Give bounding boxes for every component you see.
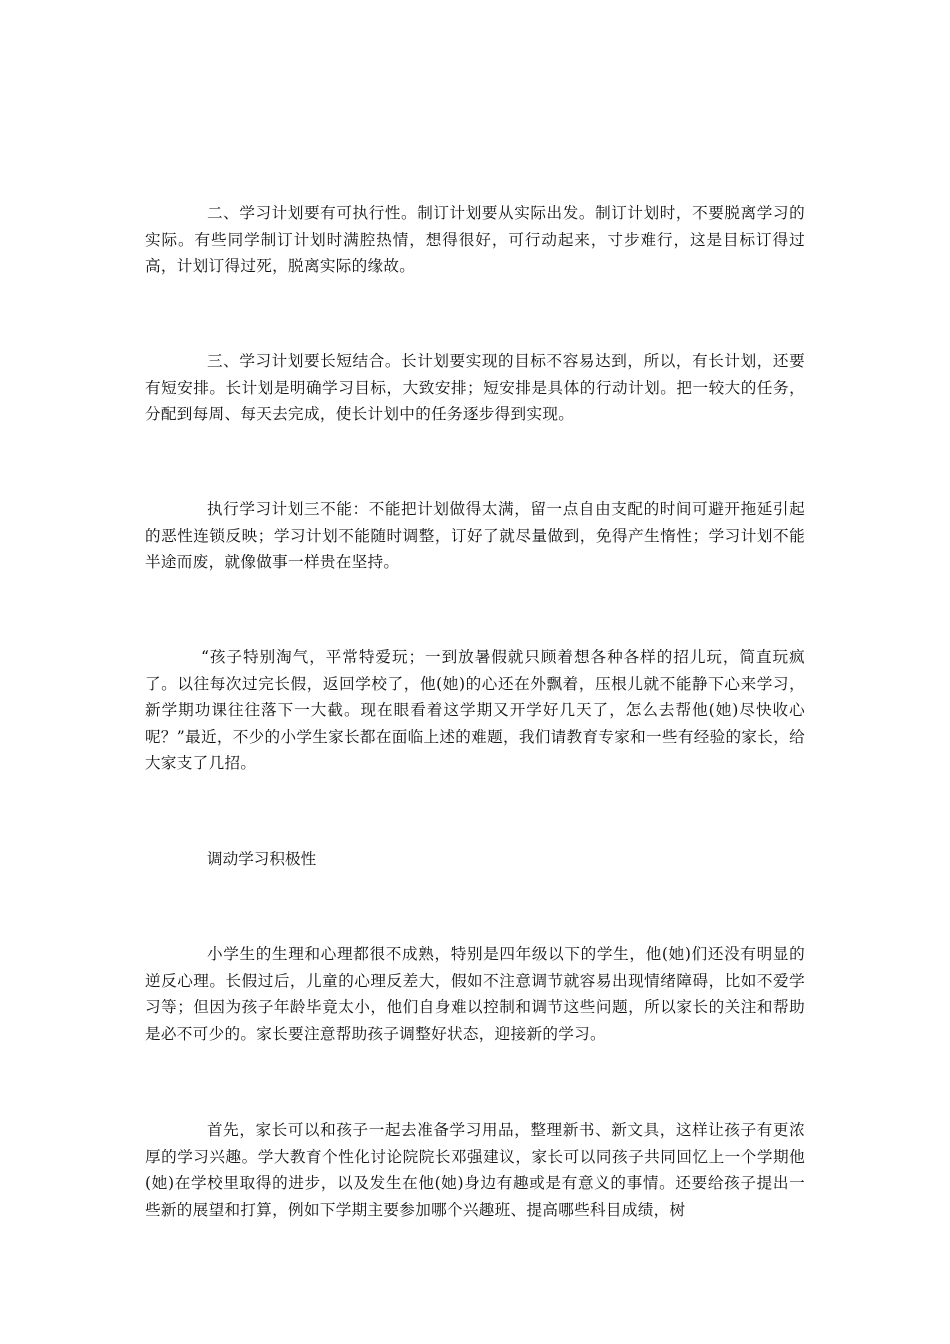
- paragraph-parent-quote: “孩子特别淘气，平常特爱玩；一到放暑假就只顾着想各种各样的招儿玩，简直玩疯了。以往每次过完长假，返回学校了，他(她)的心还在外飘着，压根儿就不能静下心来学习，新学期功课往往落下一大截。现在眼看着这学期又开学好几天了，怎么去帮他(她)尽快收心呢？”最近，不少的小学生家长都在面临上述的难题，我们请教育专家和一些有经验的家长，给大家支了几招。: [145, 648, 805, 772]
- section-heading-motivation: 调动学习积极性: [207, 850, 317, 868]
- paragraph-child-psychology: 小学生的生理和心理都很不成熟，特别是四年级以下的学生，他(她)们还没有明显的逆反心理。长假过后，儿童的心理反差大，假如不注意调节就容易出现情绪障碍，比如不爱学习等；但因为孩子年龄毕竟太小，他们自身难以控制和调节这些问题，所以家长的关注和帮助是必不可少的。家长要注意帮助孩子调整好状态，迎接新的学习。: [145, 945, 805, 1043]
- paragraph-long-short-plan: 三、学习计划要长短结合。长计划要实现的目标不容易达到，所以，有长计划，还要有短安排。长计划是明确学习目标，大致安排；短安排是具体的行动计划。把一较大的任务，分配到每周、每天去完成，使长计划中的任务逐步得到实现。: [145, 352, 805, 423]
- paragraph-first-steps: 首先，家长可以和孩子一起去准备学习用品，整理新书、新文具，这样让孩子有更浓厚的学习兴趣。学大教育个性化讨论院院长邓强建议，家长可以同孩子共同回忆上一个学期他(她)在学校里取得的进步，以及发生在他(她)身边有趣或是有意义的事情。还要给孩子提出一些新的展望和打算，例如下学期主要参加哪个兴趣班、提高哪些科目成绩，树: [145, 1121, 805, 1219]
- paragraph-three-nots: 执行学习计划三不能：不能把计划做得太满，留一点自由支配的时间可避开拖延引起的恶性连锁反映；学习计划不能随时调整，订好了就尽量做到，免得产生惰性；学习计划不能半途而废，就像做事一样贵在坚持。: [145, 500, 805, 571]
- paragraph-executable-plan: 二、学习计划要有可执行性。制订计划要从实际出发。制订计划时，不要脱离学习的实际。有些同学制订计划时满腔热情，想得很好，可行动起来，寸步难行，这是目标订得过高，计划订得过死，脱离实际的缘故。: [145, 204, 805, 275]
